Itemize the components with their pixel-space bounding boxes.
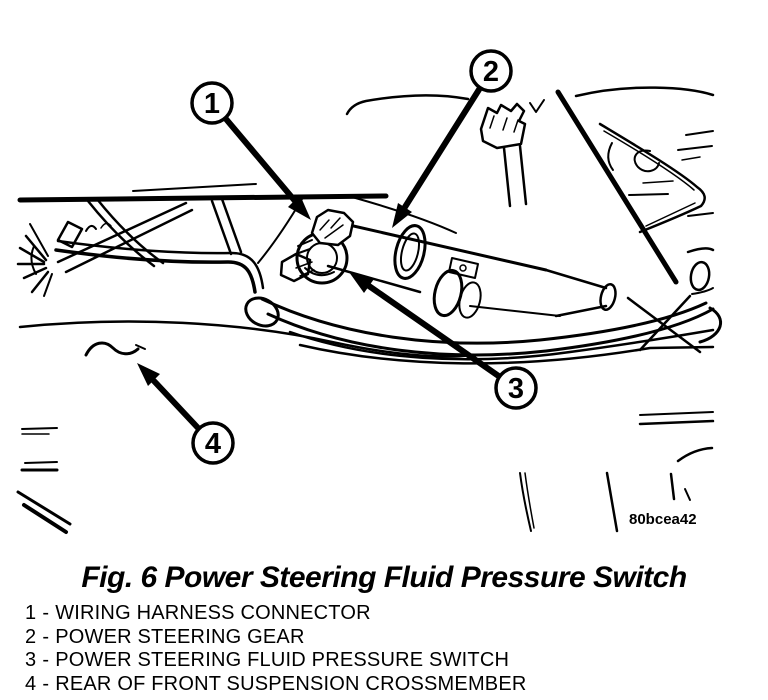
callout-4 — [137, 363, 233, 463]
legend-item-1-text: WIRING HARNESS CONNECTOR — [55, 602, 371, 624]
legend-separator: - — [42, 649, 50, 671]
figure-caption: Fig. 6 Power Steering Fluid Pressure Switch — [81, 561, 687, 594]
legend-item-3-text: POWER STEERING FLUID PRESSURE SWITCH — [55, 649, 510, 671]
chassis-outline — [20, 88, 713, 282]
power-steering-gear — [328, 222, 618, 320]
callout-3 — [349, 272, 536, 408]
legend-item-4 — [25, 673, 745, 697]
legend-item-4-text: REAR OF FRONT SUSPENSION CROSSMEMBER — [55, 672, 527, 695]
callout-3-number: 3 — [507, 373, 525, 405]
callout-2-number: 2 — [482, 56, 500, 88]
legend-item-1-number: 1 — [25, 602, 37, 624]
legend-item-1 — [25, 602, 745, 626]
legend-item-3 — [25, 649, 745, 673]
tie-rod-bellows — [688, 248, 713, 294]
figure-code-text: 80bcea42 — [629, 511, 697, 528]
legend-item-2-text: POWER STEERING GEAR — [55, 625, 305, 648]
gear-mounting-bracket — [481, 100, 544, 206]
legend-item-2 — [25, 626, 745, 650]
legend-item-4-number: 4 — [25, 672, 37, 695]
legend-separator: - — [42, 625, 50, 648]
legend-item-2-number: 2 — [25, 625, 37, 648]
figure-legend — [25, 602, 745, 696]
callout-4-number: 4 — [204, 428, 222, 460]
callout-1-number: 1 — [203, 88, 221, 120]
legend-separator: - — [42, 602, 50, 624]
legend-separator: - — [42, 672, 50, 695]
detail-strokes — [18, 412, 713, 532]
legend-item-3-number: 3 — [25, 649, 37, 671]
